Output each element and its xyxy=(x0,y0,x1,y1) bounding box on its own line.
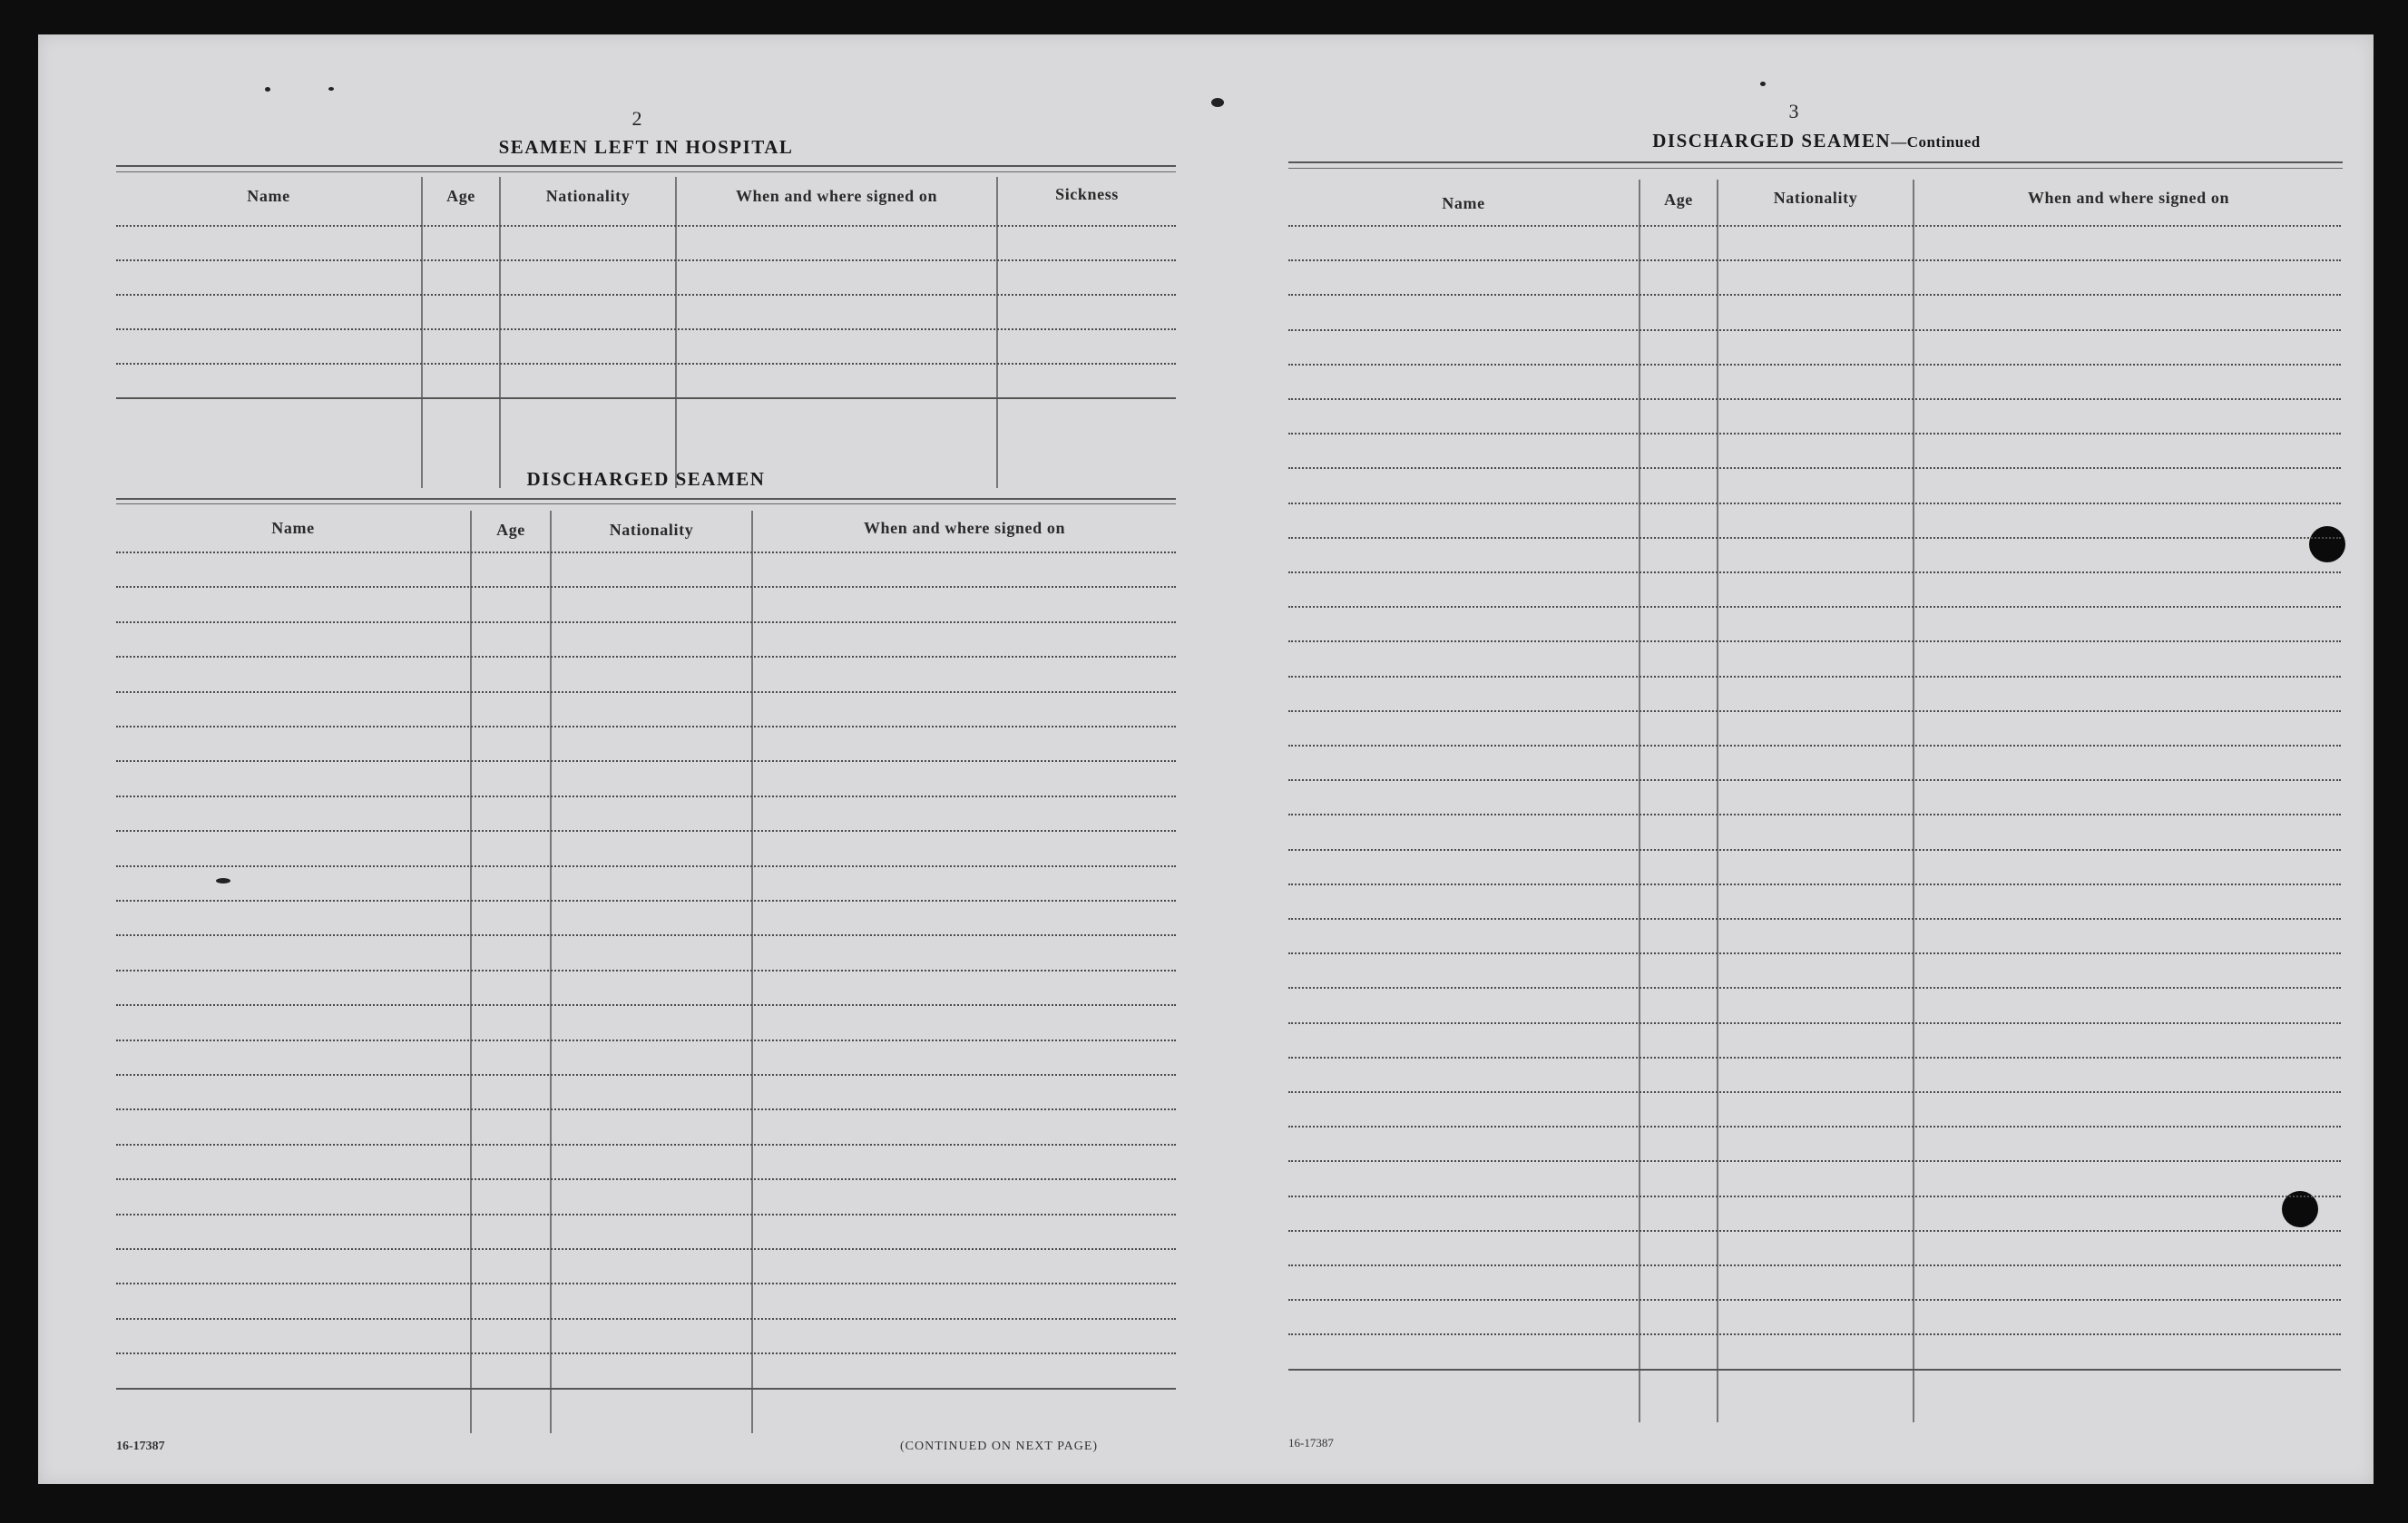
discharged-col-age: Age xyxy=(496,521,525,539)
table-row-line[interactable] xyxy=(1288,918,2341,920)
table-row-line[interactable] xyxy=(116,934,1176,936)
ink-speck xyxy=(328,87,334,91)
table-row-line[interactable] xyxy=(116,726,1176,727)
continued-title-suffix: —Continued xyxy=(1891,133,1981,151)
ink-speck xyxy=(1760,82,1766,86)
table-row-line[interactable] xyxy=(1288,225,2341,227)
punch-hole-top xyxy=(2309,526,2345,562)
page-number-right: 3 xyxy=(1788,100,1799,122)
table-row-line[interactable] xyxy=(116,830,1176,832)
ink-speck xyxy=(216,878,230,884)
continued-note: (CONTINUED ON NEXT PAGE) xyxy=(900,1440,1099,1453)
table-row-line[interactable] xyxy=(116,760,1176,762)
table-row-line[interactable] xyxy=(1288,884,2341,885)
table-row-line[interactable] xyxy=(116,1040,1176,1041)
table-row-line[interactable] xyxy=(1288,1057,2341,1059)
table-row-line[interactable] xyxy=(1288,433,2341,434)
table-row-line[interactable] xyxy=(1288,571,2341,573)
table-row-line[interactable] xyxy=(1288,503,2341,504)
table-row-line[interactable] xyxy=(1288,814,2341,815)
table-row-line[interactable] xyxy=(116,586,1176,588)
discharged-col-name: Name xyxy=(271,519,315,537)
table-row-line[interactable] xyxy=(1288,606,2341,608)
table-row-line[interactable] xyxy=(116,363,1176,365)
table-row-line[interactable] xyxy=(1288,779,2341,781)
table-row-line[interactable] xyxy=(1288,952,2341,954)
table-row-line[interactable] xyxy=(116,259,1176,261)
table-row-line[interactable] xyxy=(116,1214,1176,1215)
table-row-line[interactable] xyxy=(1288,1160,2341,1162)
table-row-line[interactable] xyxy=(1288,1299,2341,1301)
ink-speck xyxy=(1211,98,1224,107)
table-row-line[interactable] xyxy=(1288,1230,2341,1232)
table-row-line[interactable] xyxy=(116,1004,1176,1006)
table-row-line[interactable] xyxy=(1288,329,2341,331)
continued-col-signed-on: When and where signed on xyxy=(2027,189,2230,207)
table-row-line[interactable] xyxy=(116,1352,1176,1354)
discharged-col-nationality: Nationality xyxy=(609,521,694,539)
table-row-line[interactable] xyxy=(1288,294,2341,296)
table-row-line[interactable] xyxy=(116,1248,1176,1250)
table-row-line[interactable] xyxy=(1288,1126,2341,1128)
hospital-col-sickness: Sickness xyxy=(1055,185,1119,203)
hospital-col-name: Name xyxy=(247,187,290,205)
table-row-line[interactable] xyxy=(116,796,1176,797)
table-row-line[interactable] xyxy=(116,294,1176,296)
table-row-line[interactable] xyxy=(116,621,1176,623)
hospital-section-title: SEAMEN LEFT IN HOSPITAL xyxy=(498,136,794,158)
table-row-line[interactable] xyxy=(1288,676,2341,678)
table-row-line[interactable] xyxy=(1288,987,2341,989)
table-row-line[interactable] xyxy=(116,691,1176,693)
discharged-section-title: DISCHARGED SEAMEN xyxy=(526,468,766,490)
table-row-line[interactable] xyxy=(1288,1196,2341,1197)
table-row-line[interactable] xyxy=(116,552,1176,553)
table-row-line[interactable] xyxy=(1288,364,2341,366)
continued-col-name: Name xyxy=(1442,194,1485,212)
table-row-line[interactable] xyxy=(116,1388,1176,1390)
table-row-line[interactable] xyxy=(116,970,1176,971)
table-row-line[interactable] xyxy=(1288,1369,2341,1371)
form-number-left: 16-17387 xyxy=(116,1440,165,1453)
table-row-line[interactable] xyxy=(116,397,1176,399)
hospital-col-signed-on: When and where signed on xyxy=(735,187,938,205)
continued-col-nationality: Nationality xyxy=(1773,189,1858,207)
table-row-line[interactable] xyxy=(116,656,1176,658)
table-row-line[interactable] xyxy=(1288,467,2341,469)
continued-col-age: Age xyxy=(1664,190,1693,209)
table-row-line[interactable] xyxy=(116,328,1176,330)
table-row-line[interactable] xyxy=(1288,1333,2341,1335)
hospital-col-nationality: Nationality xyxy=(545,187,631,205)
table-row-line[interactable] xyxy=(1288,640,2341,642)
table-row-line[interactable] xyxy=(1288,710,2341,712)
continued-section-title xyxy=(1290,130,2343,152)
table-row-line[interactable] xyxy=(116,1178,1176,1180)
discharged-col-signed-on: When and where signed on xyxy=(863,519,1066,537)
table-row-line[interactable] xyxy=(1288,1091,2341,1093)
table-row-line[interactable] xyxy=(1288,849,2341,851)
table-row-line[interactable] xyxy=(1288,259,2341,261)
table-row-line[interactable] xyxy=(116,1318,1176,1320)
hospital-col-age: Age xyxy=(446,187,475,205)
table-row-line[interactable] xyxy=(116,1108,1176,1110)
page-number-left: 2 xyxy=(631,107,642,130)
ink-speck xyxy=(265,87,270,92)
continued-title-main: DISCHARGED SEAMEN xyxy=(1652,130,1892,151)
table-row-line[interactable] xyxy=(1288,1264,2341,1266)
table-row-line[interactable] xyxy=(1288,1022,2341,1024)
table-row-line[interactable] xyxy=(1288,398,2341,400)
table-row-line[interactable] xyxy=(116,1074,1176,1076)
document-sheet xyxy=(38,34,2374,1484)
table-row-line[interactable] xyxy=(116,1144,1176,1146)
table-row-line[interactable] xyxy=(116,865,1176,867)
table-row-line[interactable] xyxy=(1288,745,2341,747)
table-row-line[interactable] xyxy=(116,900,1176,902)
table-row-line[interactable] xyxy=(1288,537,2341,539)
form-number-right: 16-17387 xyxy=(1288,1436,1334,1450)
table-row-line[interactable] xyxy=(116,225,1176,227)
table-row-line[interactable] xyxy=(116,1283,1176,1284)
